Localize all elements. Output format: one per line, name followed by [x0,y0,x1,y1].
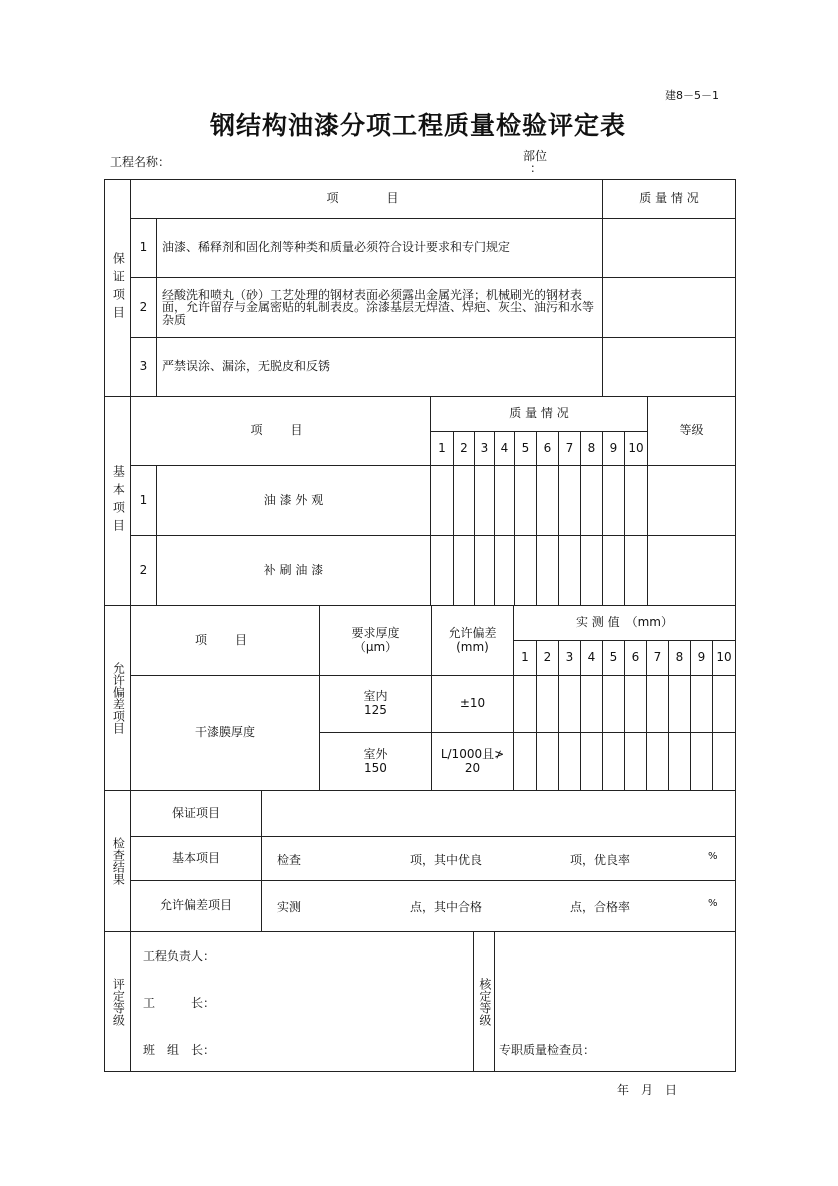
check-label: 基本项目 [130,836,262,881]
measured-value-cell[interactable] [712,732,736,791]
measured-value-cell[interactable] [690,675,713,733]
measured-value-cell[interactable] [558,732,581,791]
measured-value-cell[interactable] [580,732,603,791]
basic-column-header: 6 [536,431,559,466]
basic-column-header: 4 [494,431,515,466]
measured-column-header: 1 [513,640,537,676]
inspector-label: 专职质量检查员： [499,1043,596,1057]
basic-row-no: 2 [130,535,157,606]
basic-score-cell[interactable] [474,535,495,606]
guarantee-header-quality: 质 量 情 况 [602,179,736,219]
basic-header-quality: 质 量 情 况 [430,396,648,432]
basic-score-cell[interactable] [558,535,581,606]
project-lead-label: 工程负责人： [143,949,216,963]
measured-value-cell[interactable] [624,675,647,733]
measured-value-cell[interactable] [624,732,647,791]
measured-column-header: 6 [624,640,647,676]
basic-score-cell[interactable] [602,465,625,536]
measured-value-cell[interactable] [602,732,625,791]
guarantee-row-text: 严禁误涂、漏涂，无脱皮和反锈 [156,337,603,397]
guarantee-header-item: 项 目 [130,179,603,219]
basic-score-cell[interactable] [514,535,537,606]
guarantee-row-no: 1 [130,218,157,278]
guarantee-row-text: 油漆、稀释剂和固化剂等种类和质量必须符合设计要求和专门规定 [156,218,603,278]
measured-value-cell[interactable] [513,675,537,733]
basic-score-cell[interactable] [624,465,648,536]
measured-value-cell[interactable] [513,732,537,791]
basic-score-cell[interactable] [536,465,559,536]
basic-grade-cell[interactable] [647,535,736,606]
measured-column-header: 5 [602,640,625,676]
guarantee-row-text: 经酸洗和喷丸（砂）工艺处理的钢材表面必须露出金属光泽；机械刷光的钢材表面，允许留存与金属密贴的轧制表皮。涂漆基层无焊渣、焊疤、灰尘、油污和水等杂质 [156,277,603,338]
basic-row-text: 油 漆 外 观 [156,465,431,536]
basic-column-header: 7 [558,431,581,466]
check-text: 项，其中优良 [410,853,483,867]
check-value[interactable] [261,790,736,837]
tolerance-thickness: 室内 125 [319,675,432,733]
basic-column-header: 1 [430,431,454,466]
measured-column-header: 10 [712,640,736,676]
check-text: 点，合格率 [570,900,631,914]
basic-score-cell[interactable] [430,535,454,606]
check-label: 允许偏差项目 [130,880,262,932]
basic-score-cell[interactable] [494,465,515,536]
tolerance-deviation: ±10 [431,675,514,733]
measured-value-cell[interactable] [668,732,691,791]
basic-section-label: 基本项目 [104,396,131,606]
basic-score-cell[interactable] [474,465,495,536]
check-label: 保证项目 [130,790,262,837]
verify-label: 核定等级 [473,931,495,1072]
basic-score-cell[interactable] [514,465,537,536]
guarantee-quality-cell[interactable] [602,218,736,278]
basic-header-grade: 等级 [647,396,736,466]
basic-column-header: 3 [474,431,495,466]
basic-column-header: 10 [624,431,648,466]
tolerance-deviation: L/1000且≯ 20 [431,732,514,791]
check-text: % [708,898,718,909]
measured-value-cell[interactable] [646,675,669,733]
basic-score-cell[interactable] [624,535,648,606]
form-code: 建8－5－1 [665,89,719,102]
basic-column-header: 8 [580,431,603,466]
measured-value-cell[interactable] [712,675,736,733]
measured-value-cell[interactable] [690,732,713,791]
check-text: 项，优良率 [570,853,631,867]
basic-score-cell[interactable] [536,535,559,606]
basic-score-cell[interactable] [580,535,603,606]
measured-value-cell[interactable] [668,675,691,733]
tolerance-header-deviation: 允许偏差 (mm) [431,605,514,676]
basic-score-cell[interactable] [558,465,581,536]
measured-column-header: 9 [690,640,713,676]
measured-column-header: 8 [668,640,691,676]
measured-value-cell[interactable] [646,732,669,791]
basic-score-cell[interactable] [580,465,603,536]
guarantee-row-no: 2 [130,277,157,338]
guarantee-quality-cell[interactable] [602,337,736,397]
evaluation-section-label: 评定等级 [104,931,131,1072]
tolerance-section-label: 允许偏差项目 [104,605,131,791]
basic-score-cell[interactable] [453,465,475,536]
check-text: 实测 [277,900,302,914]
guarantee-quality-cell[interactable] [602,277,736,338]
tolerance-item: 干漆膜厚度 [130,675,320,791]
check-section-label: 检查结果 [104,790,131,932]
basic-score-cell[interactable] [453,535,475,606]
guarantee-section-label: 保证项目 [104,179,131,397]
foreman-label: 工 长： [143,996,216,1010]
basic-column-header: 5 [514,431,537,466]
tolerance-header-item: 项 目 [130,605,320,676]
basic-column-header: 9 [602,431,625,466]
check-text: 点，其中合格 [410,900,483,914]
check-value[interactable] [261,836,736,881]
check-text: % [708,851,718,862]
guarantee-row-no: 3 [130,337,157,397]
basic-header-item: 项 目 [130,396,431,466]
basic-score-cell[interactable] [430,465,454,536]
tolerance-thickness: 室外 150 [319,732,432,791]
basic-score-cell[interactable] [494,535,515,606]
basic-row-text: 补 刷 油 漆 [156,535,431,606]
measured-column-header: 4 [580,640,603,676]
measured-value-cell[interactable] [558,675,581,733]
measured-column-header: 7 [646,640,669,676]
date-label: 年 月 日 [617,1083,678,1097]
measured-value-cell[interactable] [536,675,559,733]
check-value[interactable] [261,880,736,932]
page-title: 钢结构油漆分项工程质量检验评定表 [210,111,627,140]
team-lead-label: 班 组 长： [143,1043,216,1057]
basic-column-header: 2 [453,431,475,466]
measured-value-cell[interactable] [536,732,559,791]
location-label: 部位 [523,149,548,163]
project-name-label: 工程名称： [110,155,171,169]
basic-grade-cell[interactable] [647,465,736,536]
basic-row-no: 1 [130,465,157,536]
check-text: 检查 [277,853,302,867]
measured-value-cell[interactable] [580,675,603,733]
measured-value-cell[interactable] [602,675,625,733]
location-colon: ： [530,161,543,175]
tolerance-header-thickness: 要求厚度 （μm） [319,605,432,676]
tolerance-header-measured: 实 测 值 （mm） [513,605,736,641]
measured-column-header: 2 [536,640,559,676]
basic-score-cell[interactable] [602,535,625,606]
measured-column-header: 3 [558,640,581,676]
